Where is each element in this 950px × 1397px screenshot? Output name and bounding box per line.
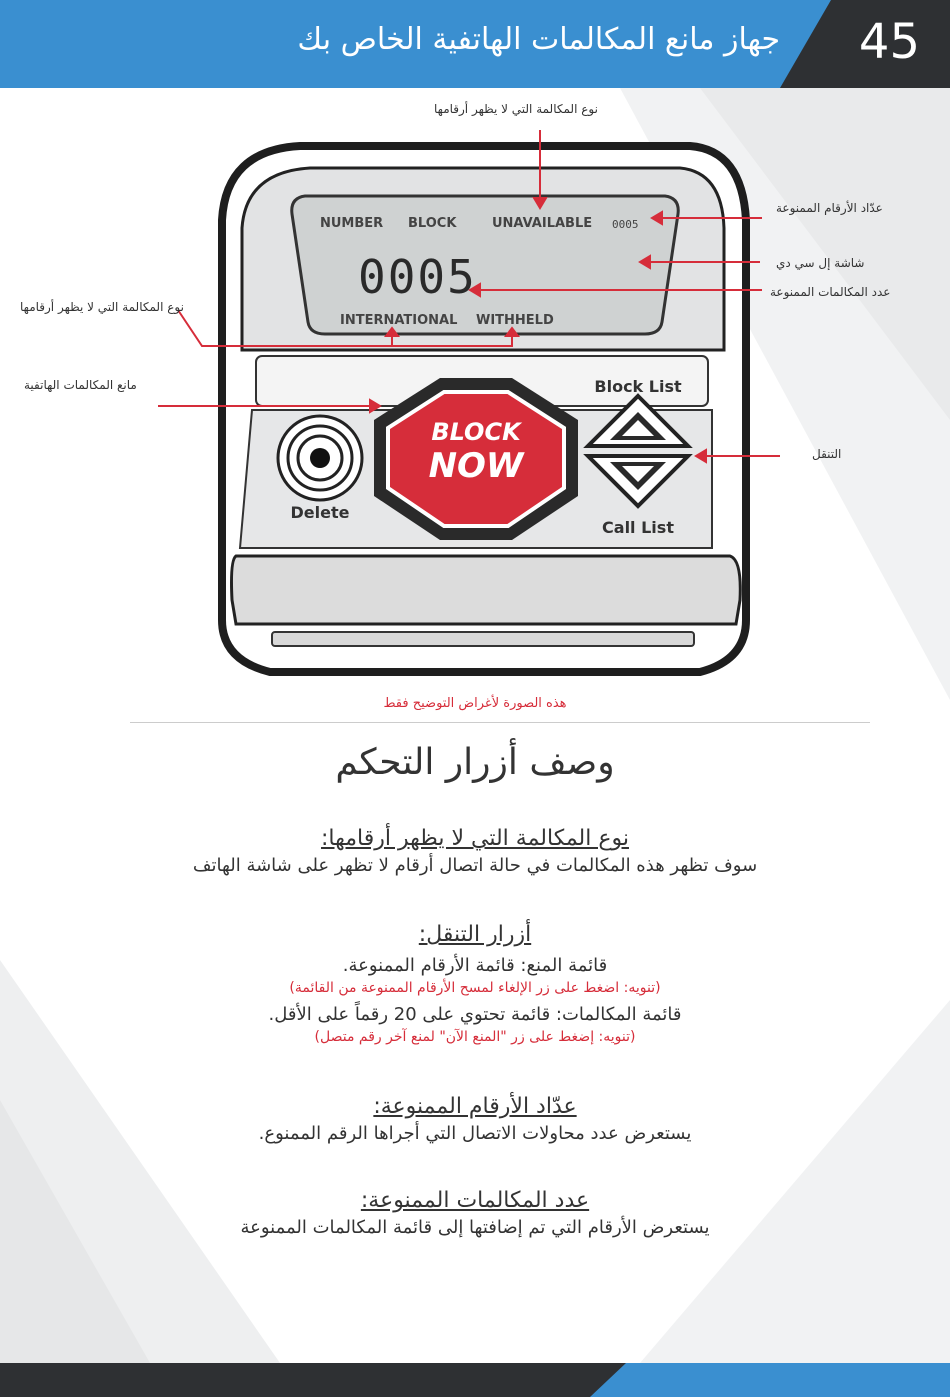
section-counter-heading: عدّاد الأرقام الممنوعة:	[373, 1094, 577, 1119]
annotation-call-blocker: مانع المكالمات الهاتفية	[24, 378, 137, 392]
lcd-label-block: BLOCK	[408, 216, 457, 231]
lcd-big-counter: 0005	[358, 250, 477, 304]
section-counter-text: يستعرض عدد محاولات الاتصال التي أجراها الرقم الممنوع.	[258, 1123, 692, 1144]
annotation-left-unavailable: نوع المكالمة التي لا يظهر أرقامها	[20, 300, 184, 314]
section-navigation-heading: أزرار التنقل:	[418, 922, 532, 947]
call-list-label: Call List	[602, 518, 674, 537]
footer-accent	[590, 1363, 950, 1397]
section-counter	[0, 1094, 950, 1144]
section-blocked-heading: عدد المكالمات الممنوعة:	[360, 1188, 590, 1213]
block-list-description: قائمة المنع: قائمة الأرقام الممنوعة.	[342, 955, 608, 976]
annotation-lcd: شاشة إل سي دي	[776, 256, 865, 270]
section-blocked-text: يستعرض الأرقام التي تم إضافتها إلى قائمة المكالمات الممنوعة	[240, 1217, 710, 1238]
delete-label: Delete	[290, 503, 350, 522]
lcd-label-number: NUMBER	[320, 216, 384, 231]
block-list-label: Block List	[594, 377, 682, 396]
lcd-label-international: INTERNATIONAL	[340, 313, 458, 328]
annotation-top-unavailable: نوع المكالمة التي لا يظهر أرقامها	[434, 102, 598, 116]
block-now-label-2: NOW	[428, 446, 524, 486]
illustration-caption: هذه الصورة لأغراض التوضيح فقط	[383, 696, 567, 711]
annotation-navigation: التنقل	[812, 447, 842, 461]
page-number: 45	[858, 14, 920, 70]
lcd-small-counter: 0005	[612, 218, 639, 231]
section-unavailable-text: سوف تظهر هذه المكالمات في حالة اتصال أرقام لا تظهر على شاشة الهاتف	[192, 855, 758, 876]
annotation-blocked-count: عدد المكالمات الممنوعة	[770, 285, 891, 299]
block-now-label-1: BLOCK	[431, 418, 521, 446]
section-unavailable-heading: نوع المكالمة التي لا يظهر أرقامها:	[321, 826, 629, 851]
lcd-label-withheld: WITHHELD	[476, 313, 554, 328]
section-divider	[130, 722, 870, 723]
lcd-label-unavailable: UNAVAILABLE	[492, 216, 593, 231]
page-title: جهاز مانع المكالمات الهاتفية الخاص بك	[297, 22, 780, 57]
call-list-note: (تنويه: إضغط على زر "المنع الآن" لمنع آخر رقم متصل)	[314, 1029, 636, 1045]
block-list-note: (تنويه: اضغط على زر الإلغاء لمسح الأرقام الممنوعة من القائمة)	[289, 980, 661, 996]
annotation-counter: عدّاد الأرقام الممنوعة	[776, 201, 883, 215]
section-unavailable	[0, 826, 950, 876]
section-navigation	[0, 922, 950, 1045]
call-list-description: قائمة المكالمات: قائمة تحتوي على 20 رقماً على الأقل.	[268, 1004, 682, 1025]
section-blocked	[0, 1188, 950, 1238]
section-title: وصف أزرار التحكم	[335, 742, 615, 783]
